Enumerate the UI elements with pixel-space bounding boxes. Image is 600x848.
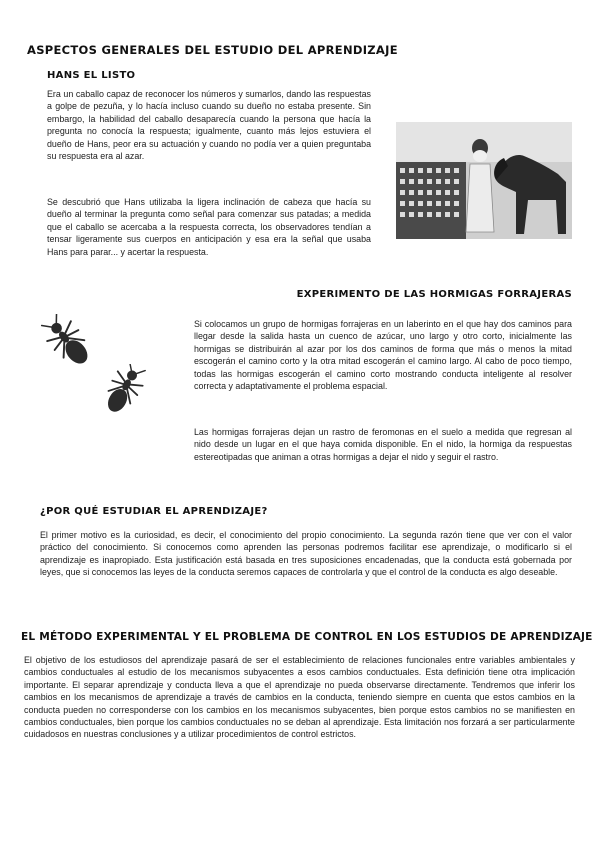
- section-title-method: EL MÉTODO EXPERIMENTAL Y EL PROBLEMA DE CONTROL EN LOS ESTUDIOS DE APRENDIZAJE: [21, 631, 593, 643]
- hans-paragraph-2: Se descubrió que Hans utilizaba la ligera inclinación de cabeza que hacía su dueño al terminar la pregunta como señal para comenzar sus patadas; a medida que el caballo se acercaba a la respuesta correcta, los observadores tendían a tensar ligeramente sus cuerpos en anticipación y esa era la señal que usaba Hans para parar... y acertar la respuesta.: [47, 197, 371, 257]
- ants-paragraph-1: Si colocamos un grupo de hormigas forrajeras en un laberinto en el que hay dos caminos para llegar desde la salida hasta un cuenco de azúcar, uno largo y otro corto, inicialmente las hormigas se distribuirán al azar por los dos caminos de forma que más o menos la mitad escogerán el camino corto y la otra mitad escogerán el camino largo. Al cabo de poco tiempo, todas las hormigas escogerán el camino corto mostrando conducta inteligente al resolver correcta y adaptativamente el problema espacial.: [194, 319, 572, 392]
- section-title-general: ASPECTOS GENERALES DEL ESTUDIO DEL APRENDIZAJE: [27, 43, 398, 57]
- subsection-title-ants: EXPERIMENTO DE LAS HORMIGAS FORRAJERAS: [296, 289, 572, 300]
- subsection-title-hans: HANS EL LISTO: [47, 70, 136, 81]
- ants-paragraph-2: Las hormigas forrajeras dejan un rastro de feromonas en el suelo a medida que regresan al nido desde un lugar en el que haya comida disponible. En el nido, la hormiga da respuestas estereotipadas que animan a otras hormigas a dejar el nido y seguir el rastro.: [194, 427, 572, 462]
- horse-photo-icon: [396, 122, 572, 239]
- method-paragraph: El objetivo de los estudiosos del aprendizaje pasará de ser el establecimiento de relaciones funcionales entre variables ambientales y cambios conductuales al estudio de los mecanismos subyacentes a esos cambios conductuales. Esta definición tiene otra implicación importante. El separar aprendizaje y conducta lleva a que el aprendizaje no pueda observarse directamente. Tendremos que inferir los cambios en los mecanismos de aprendizaje a través de cambios en la conducta, teniendo siempre en cuenta que estos cambios en la conducta pueden no corresponderse con los cambios en los mecanismos subyacentes, bien porque estos cambios no se manifiesten en cambios conductuales, bien porque los cambios conductuales no se deban al aprendizaje. Esta limitación nos forzará a ser particularmente cuidadosos en nuestras conclusiones y a utilizar procedimientos de control estrictos.: [24, 655, 575, 740]
- hans-paragraph-1: Era un caballo capaz de reconocer los números y sumarlos, dando las respuestas a golpe de pezuña, y lo hacía incluso cuando su dueño no estaba presente. Sin embargo, la habilidad del caballo desaparecía cuando la persona que hacía la pregunta no conocía la respuesta; igualmente, cuanto más lejos estuviera el dueño de Hans, peor era su actuación y cuando no podía ver a quien preguntaba su respuesta era al azar.: [47, 89, 371, 162]
- section-title-why: ¿POR QUÉ ESTUDIAR EL APRENDIZAJE?: [40, 506, 268, 517]
- why-paragraph: El primer motivo es la curiosidad, es decir, el conocimiento del propio conocimiento. La segunda razón tiene que ver con el valor práctico del conocimiento. Si conocemos como aprenden las personas podremos facilitar ese aprendizaje, o modificarlo si el aprendizaje es inapropiado. Esta justificación está basada en tres suposiciones encadenadas, que la conducta está gobernada por leyes, que si conocemos las leyes de la conducta seremos capaces de controlarla y que el control de la conducta es algo deseable.: [40, 530, 572, 578]
- ant-icon: [40, 314, 98, 372]
- ant-icon: [96, 364, 150, 418]
